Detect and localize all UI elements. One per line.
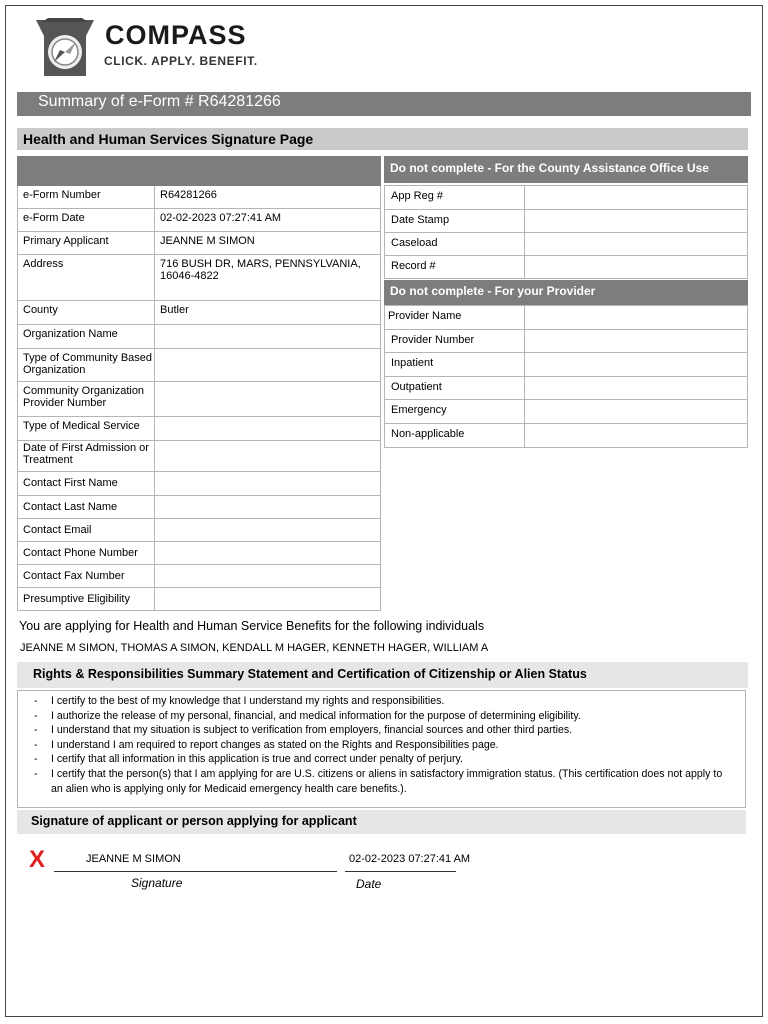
table-row bbox=[18, 349, 381, 382]
row-value bbox=[155, 565, 381, 588]
row-label: Address bbox=[18, 255, 155, 301]
table-row bbox=[18, 417, 381, 441]
row-value bbox=[525, 377, 748, 400]
row-value bbox=[525, 306, 748, 330]
table-row bbox=[18, 232, 381, 255]
logo-title: COMPASS bbox=[105, 20, 247, 50]
row-label: Contact First Name bbox=[18, 472, 155, 496]
signature-line bbox=[54, 871, 337, 872]
row-value bbox=[525, 400, 748, 424]
table-row bbox=[18, 565, 381, 588]
row-label: Contact Last Name bbox=[18, 496, 155, 519]
row-value: JEANNE M SIMON bbox=[155, 232, 381, 255]
row-value bbox=[525, 256, 748, 279]
row-label: Primary Applicant bbox=[18, 232, 155, 255]
individuals-list: JEANNE M SIMON, THOMAS A SIMON, KENDALL M HAGER, KENNETH HAGER, WILLIAM A bbox=[20, 642, 489, 654]
table-row bbox=[18, 186, 381, 209]
table-row bbox=[385, 186, 748, 210]
row-label: Contact Email bbox=[18, 519, 155, 542]
row-label: Presumptive Eligibility bbox=[18, 588, 155, 611]
list-item: - I certify to the best of my knowledge that I understand my rights and responsibilities. bbox=[34, 695, 445, 707]
applying-statement: You are applying for Health and Human Service Benefits for the following individuals bbox=[19, 619, 485, 633]
signature-date: 02-02-2023 07:27:41 AM bbox=[349, 853, 471, 865]
list-item: - I understand I am required to report changes as stated on the Rights and Responsibilities page. bbox=[34, 738, 499, 751]
signature-x-mark: X bbox=[29, 846, 46, 873]
row-label: Date of First Admission or Treatment bbox=[18, 441, 155, 472]
row-label: Record # bbox=[385, 256, 525, 279]
table-row bbox=[18, 588, 381, 611]
row-value bbox=[155, 496, 381, 519]
row-label: County bbox=[18, 301, 155, 325]
row-label: Date Stamp bbox=[385, 210, 525, 233]
table-row bbox=[385, 353, 748, 377]
table-row bbox=[385, 424, 748, 448]
table-row bbox=[18, 472, 381, 496]
row-label: Contact Phone Number bbox=[18, 542, 155, 565]
row-value bbox=[155, 519, 381, 542]
date-caption: Date bbox=[356, 877, 382, 891]
row-value bbox=[155, 472, 381, 496]
keystone-logo-icon bbox=[34, 14, 96, 78]
table-row bbox=[18, 519, 381, 542]
row-label: Organization Name bbox=[18, 325, 155, 349]
table-row bbox=[385, 210, 748, 233]
row-label: Inpatient bbox=[385, 353, 525, 377]
table-row bbox=[18, 209, 381, 232]
row-label: Emergency bbox=[385, 400, 525, 424]
row-label: Contact Fax Number bbox=[18, 565, 155, 588]
county-office-table bbox=[384, 185, 748, 279]
table-row bbox=[385, 306, 748, 330]
list-item: - I understand that my situation is subject to verification from employers, financial sources and other third parties. bbox=[34, 724, 573, 737]
signature-page-title: Health and Human Services Signature Page bbox=[17, 128, 748, 150]
row-value bbox=[155, 542, 381, 565]
rights-box bbox=[17, 690, 746, 808]
list-item: - I certify that all information in this application is true and correct under penalty of perjury. bbox=[34, 753, 463, 766]
logo-tagline: CLICK. APPLY. BENEFIT. bbox=[104, 54, 258, 68]
row-label: Outpatient bbox=[385, 377, 525, 400]
table-row bbox=[385, 400, 748, 424]
row-label: e-Form Date bbox=[18, 209, 155, 232]
row-value bbox=[155, 349, 381, 382]
table-row bbox=[385, 377, 748, 400]
row-value: R64281266 bbox=[155, 186, 381, 209]
row-value bbox=[525, 330, 748, 353]
table-row bbox=[18, 441, 381, 472]
table-row bbox=[18, 325, 381, 349]
signature-name: JEANNE M SIMON bbox=[86, 853, 181, 865]
row-value: Butler bbox=[155, 301, 381, 325]
row-label: e-Form Number bbox=[18, 186, 155, 209]
row-label: Non-applicable bbox=[385, 424, 525, 448]
row-value bbox=[155, 588, 381, 611]
table-row bbox=[18, 496, 381, 519]
table-row bbox=[385, 256, 748, 279]
table-row bbox=[18, 255, 381, 301]
rights-list bbox=[34, 694, 745, 796]
row-value bbox=[525, 233, 748, 256]
date-line bbox=[345, 871, 456, 872]
row-value bbox=[155, 325, 381, 349]
row-value bbox=[525, 186, 748, 210]
row-label: App Reg # bbox=[385, 186, 525, 210]
applicant-table-header bbox=[18, 157, 381, 186]
rights-title: Rights & Responsibilities Summary Statement and Certification of Citizenship or Alien Status bbox=[17, 662, 748, 688]
row-label: Community Organization Provider Number bbox=[18, 382, 155, 417]
signature-caption: Signature bbox=[131, 876, 183, 890]
row-value bbox=[525, 353, 748, 377]
table-row bbox=[18, 382, 381, 417]
summary-title: Summary of e-Form # R64281266 bbox=[17, 92, 751, 116]
table-row bbox=[18, 301, 381, 325]
list-item: - I authorize the release of my personal, financial, and medical information for the purpose of determining eligibility. bbox=[34, 709, 581, 722]
row-value bbox=[155, 382, 381, 417]
row-value bbox=[525, 210, 748, 233]
row-label: Provider Name bbox=[385, 306, 525, 330]
table-row bbox=[385, 330, 748, 353]
table-row bbox=[18, 542, 381, 565]
row-value: 716 BUSH DR, MARS, PENNSYLVANIA, 16046-4822 bbox=[155, 255, 381, 301]
applicant-info-table bbox=[17, 156, 381, 611]
row-value bbox=[155, 441, 381, 472]
row-value: 02-02-2023 07:27:41 AM bbox=[155, 209, 381, 232]
county-office-header: Do not complete - For the County Assistance Office Use bbox=[384, 156, 748, 183]
row-label: Type of Medical Service bbox=[18, 417, 155, 441]
row-value bbox=[525, 424, 748, 448]
row-label: Type of Community Based Organization bbox=[18, 349, 155, 382]
signature-section-title: Signature of applicant or person applying for applicant bbox=[17, 810, 746, 834]
provider-table bbox=[384, 305, 748, 448]
row-value bbox=[155, 417, 381, 441]
row-label: Provider Number bbox=[385, 330, 525, 353]
compass-logo bbox=[34, 14, 258, 80]
list-item: - I certify that the person(s) that I am applying for are U.S. citizens or aliens in satisfactory immigration status. (This certification does not apply to an alien who is applying only for Medicaid emergency health care benefits.). bbox=[34, 767, 723, 795]
provider-header: Do not complete - For your Provider bbox=[384, 280, 748, 305]
table-row bbox=[385, 233, 748, 256]
row-label: Caseload bbox=[385, 233, 525, 256]
